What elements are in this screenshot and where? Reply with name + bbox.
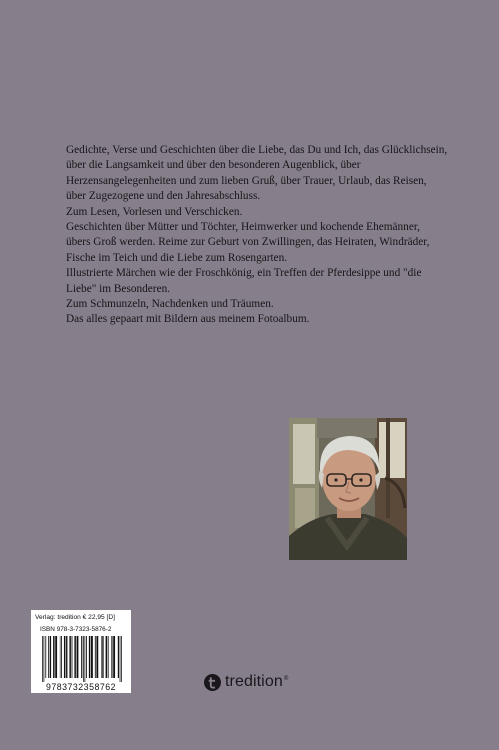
blurb-line: Liebe" im Besonderen. <box>66 282 171 295</box>
barcode-bar <box>101 636 102 678</box>
blurb-line: Fische im Teich und die Liebe zum Rosengarten. <box>66 251 288 264</box>
barcode-bar <box>95 636 96 678</box>
blurb-line: Gedichte, Verse und Geschichten über die Liebe, das Du und Ich, das Glücklichsein, <box>66 144 448 156</box>
barcode-bar <box>118 636 119 678</box>
barcode-label <box>31 610 131 693</box>
barcode-bar <box>108 636 109 678</box>
blurb-line: übers Groß werden. Reime zur Geburt von Zwillingen, das Heiraten, Windräder, <box>66 236 430 249</box>
barcode-bar <box>113 636 115 678</box>
blurb-line: über Zugezogene und den Jahresabschluss. <box>66 190 261 203</box>
barcode-digits: 9783732358762 <box>45 682 117 692</box>
barcode-bar <box>74 636 75 678</box>
barcode-bar <box>44 636 45 682</box>
barcode-bar <box>64 636 65 678</box>
barcode-bar <box>96 636 98 678</box>
blurb-line: Das alles gepaart mit Bildern aus meinem Fotoalbum. <box>66 313 310 326</box>
barcode-bar <box>60 636 61 678</box>
blurb-line: Zum Lesen, Vorlesen und Verschicken. <box>66 205 243 218</box>
barcode-bar <box>111 636 112 678</box>
barcode-bars <box>42 636 122 682</box>
barcode-bar <box>45 636 46 678</box>
blurb-line: Herzensangelegenheiten und zum lieben Gruß, über Trauer, Urlaub, das Reisen, <box>66 174 427 187</box>
barcode-bar <box>106 636 107 678</box>
barcode-bar <box>48 636 49 678</box>
barcode-bar <box>42 636 43 682</box>
barcode-bar <box>85 636 86 682</box>
barcode-bar <box>83 636 84 682</box>
barcode-bar <box>72 636 73 678</box>
barcode-bar <box>77 636 79 678</box>
barcode-bar <box>50 636 51 678</box>
blurb-line: über die Langsamkeit und über den besonderen Augenblick, über <box>66 159 361 172</box>
blurb-line: Zum Schmunzeln, Nachdenken und Träumen. <box>66 298 274 311</box>
barcode-bar <box>102 636 103 678</box>
tredition-logo-icon <box>204 674 221 691</box>
barcode-bar <box>69 636 70 678</box>
barcode-bar <box>55 636 57 678</box>
registered-mark: ® <box>283 675 289 682</box>
price-line: Verlag: tredition € 22,95 [D] <box>35 614 115 621</box>
barcode-bar <box>91 636 93 678</box>
barcode-bar <box>121 636 122 682</box>
publisher-name: tredition <box>225 673 283 690</box>
back-cover-blurb <box>66 143 446 328</box>
barcode-bar <box>53 636 54 678</box>
barcode-bar <box>81 636 82 678</box>
barcode-bar <box>86 636 87 678</box>
barcode-bar <box>66 636 67 678</box>
barcode-bar <box>89 636 90 678</box>
blurb-line: Geschichten über Mütter und Töchter, Heimwerker und kochende Ehemänner, <box>66 221 420 234</box>
barcode-bar <box>61 636 62 678</box>
isbn-text: ISBN 978-3-7323-5876-2 <box>40 626 112 633</box>
barcode-bar <box>120 636 121 682</box>
blurb-line: Illustrierte Märchen wie der Froschkönig, ein Treffen der Pferdesippe und "die <box>66 267 422 280</box>
author-photo <box>289 418 407 560</box>
publisher-logo <box>204 673 288 691</box>
